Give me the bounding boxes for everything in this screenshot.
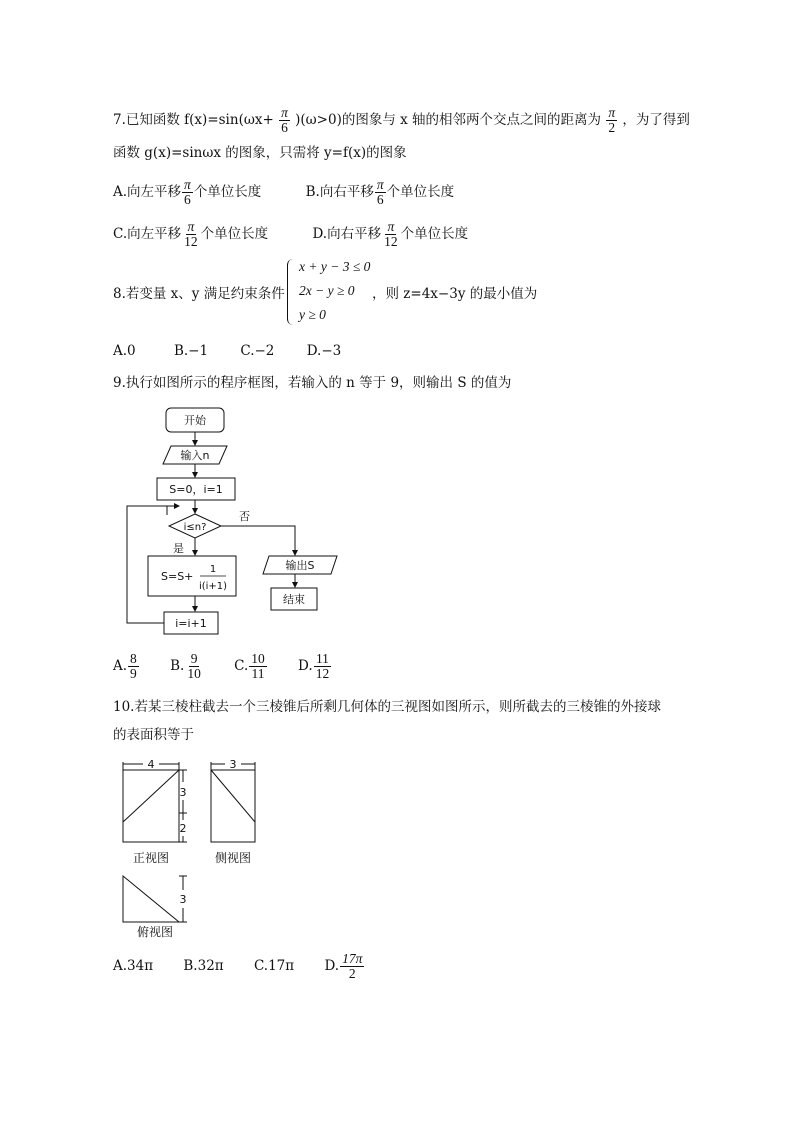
q10-option-a: A.34π xyxy=(113,958,154,974)
flow-yes-label: 是 xyxy=(173,542,184,555)
frac-num: π xyxy=(184,177,191,192)
q7-pi-over-2 xyxy=(606,106,617,135)
q10-line2: 的表面积等于 xyxy=(113,727,194,743)
q9-option-d xyxy=(298,652,332,681)
flow-cond-label: i≤n? xyxy=(183,522,207,533)
frac-den: 6 xyxy=(376,192,384,207)
option-label: A. xyxy=(113,658,128,674)
frac-den: 2 xyxy=(608,120,616,135)
option-label: B. xyxy=(170,658,185,674)
q7-mid: )(ω>0)的图象与 x 轴的相邻两个交点之间的距离为 xyxy=(295,112,602,128)
frac-den: 9 xyxy=(130,666,137,681)
option-unit: 个单位长度 xyxy=(400,226,469,242)
option-frac xyxy=(375,178,386,207)
q8-post: ，则 z=4x−3y 的最小值为 xyxy=(372,286,538,302)
frac-den: 2 xyxy=(348,966,356,981)
side-view-rect xyxy=(211,770,255,842)
q8-option-a: A.0 xyxy=(113,343,136,359)
option-label: D. xyxy=(298,658,313,674)
frac-num: π xyxy=(376,177,384,192)
q9-flowchart xyxy=(115,400,345,648)
option-frac xyxy=(249,652,267,681)
option-frac xyxy=(185,652,203,681)
option-label: B.向右平移 xyxy=(305,184,374,200)
q10-option-c: C.17π xyxy=(253,958,295,974)
frac-den: 12 xyxy=(184,234,198,249)
option-label: C.向左平移 xyxy=(113,226,182,242)
q9-text: 9.执行如图所示的程序框图，若输入的 n 等于 9，则输出 S 的值为 xyxy=(113,375,512,391)
q7-post: ，为了得到 xyxy=(622,112,690,128)
frac-num: 11 xyxy=(315,651,329,666)
dim-front-height-2: 2 xyxy=(179,822,187,835)
q8-pre: 8.若变量 x、y 满足约束条件 xyxy=(113,286,285,302)
frac-den: 10 xyxy=(187,666,201,681)
q7-option-c xyxy=(113,220,268,249)
q7-line1 xyxy=(113,106,690,135)
frac-num: 10 xyxy=(251,651,265,666)
q10-three-views xyxy=(115,752,275,940)
option-frac xyxy=(314,652,332,681)
flow-update-num: 1 xyxy=(209,564,217,575)
q9-option-c xyxy=(234,652,268,681)
q7-pi-over-6 xyxy=(279,106,290,135)
q8-option-c: C.−2 xyxy=(240,343,275,359)
flow-update-label: S=S+ xyxy=(161,570,194,583)
q10-options xyxy=(113,952,365,981)
frac-den: 12 xyxy=(315,666,330,681)
side-view-label: 侧视图 xyxy=(214,851,252,865)
q9-option-a xyxy=(113,652,140,681)
q8-option-d: D.−3 xyxy=(306,343,342,359)
flow-init-label: S=0，i=1 xyxy=(169,483,223,496)
q8-constraint-system xyxy=(287,259,377,329)
option-frac xyxy=(382,220,400,249)
q7-pre: 7.已知函数 f(x)=sin(ωx+ xyxy=(113,112,274,128)
option-frac xyxy=(128,652,139,681)
option-label: D. xyxy=(324,958,340,974)
flow-start-label: 开始 xyxy=(184,414,206,427)
option-frac xyxy=(340,952,364,981)
q8-option-b: B.−1 xyxy=(173,343,209,359)
q9-options xyxy=(113,652,332,681)
option-frac xyxy=(182,178,193,207)
front-view-rect xyxy=(123,770,179,842)
frac-num: 17π xyxy=(342,951,363,966)
option-label: A.向左平移 xyxy=(113,184,182,200)
flow-update-den: i(i+1) xyxy=(198,581,228,592)
option-label: C. xyxy=(234,658,249,674)
front-view-label: 正视图 xyxy=(132,851,170,865)
flow-input-label: 输入n xyxy=(180,449,210,462)
frac-num: π xyxy=(387,219,395,234)
dim-side-width: 3 xyxy=(229,758,237,771)
option-unit: 个单位长度 xyxy=(386,184,455,200)
q10-option-b: B.32π xyxy=(183,958,224,974)
q7-options-row1 xyxy=(113,178,454,207)
constraint-3: y ≥ 0 xyxy=(299,307,326,322)
dim-top-height: 3 xyxy=(179,893,187,906)
frac-num: π xyxy=(608,105,616,120)
frac-num: 8 xyxy=(130,651,137,666)
option-label: D.向右平移 xyxy=(312,226,382,242)
option-frac xyxy=(182,220,200,249)
option-unit: 个单位长度 xyxy=(200,226,269,242)
q7-option-a xyxy=(113,178,261,207)
flow-end-label: 结束 xyxy=(283,593,305,606)
constraint-2: 2x − y ≥ 0 xyxy=(299,283,355,298)
constraint-1: x + y − 3 ≤ 0 xyxy=(299,259,371,274)
top-view-label: 俯视图 xyxy=(136,925,174,939)
flow-output-label: 输出S xyxy=(285,559,315,572)
q7-options-row2 xyxy=(113,220,468,249)
brace xyxy=(287,259,296,325)
q7-option-d xyxy=(312,220,468,249)
q10-option-d xyxy=(324,952,365,981)
flow-inc-label: i=i+1 xyxy=(175,617,207,630)
q7-line2: 函数 g(x)=sinωx 的图象，只需将 y=f(x)的图象 xyxy=(113,145,407,161)
option-unit: 个单位长度 xyxy=(193,184,262,200)
frac-num: π xyxy=(187,219,195,234)
q10-line1: 10.若某三棱柱截去一个三棱锥后所剩几何体的三视图如图所示，则所截去的三棱锥的外接球 xyxy=(113,699,661,715)
frac-den: 6 xyxy=(184,192,191,207)
flow-no-label: 否 xyxy=(239,510,250,523)
dim-front-height-1: 3 xyxy=(179,786,187,799)
q7-option-b xyxy=(306,178,454,207)
frac-den: 6 xyxy=(281,120,288,135)
q8-options xyxy=(113,341,341,361)
q9-option-b xyxy=(170,652,204,681)
frac-num: 9 xyxy=(190,651,198,666)
frac-den: 12 xyxy=(384,234,398,249)
frac-den: 11 xyxy=(251,666,265,681)
top-view-triangle xyxy=(123,876,179,922)
dim-front-width: 4 xyxy=(147,758,155,771)
frac-num: π xyxy=(281,105,288,120)
